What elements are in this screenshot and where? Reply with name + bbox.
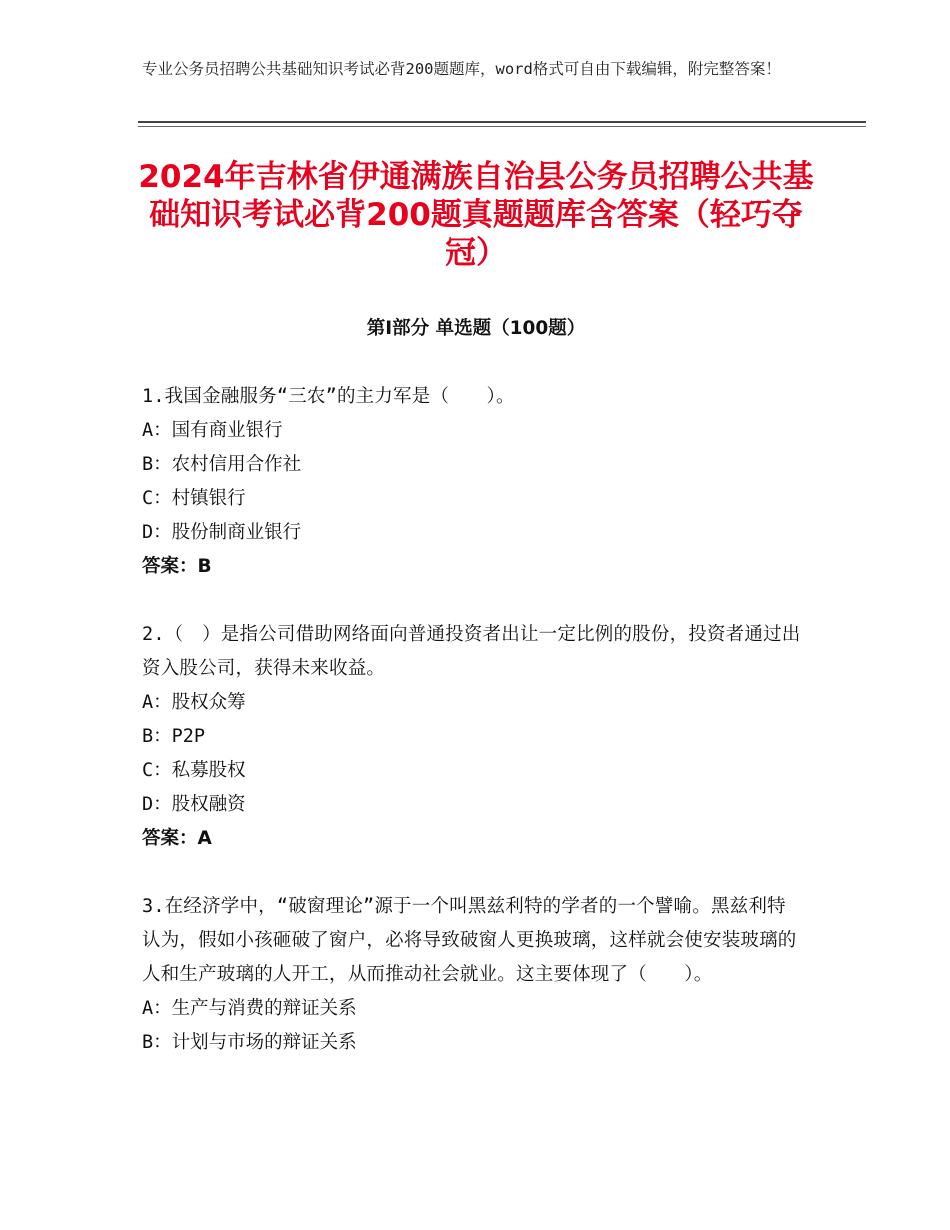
option-b: B：P2P — [142, 726, 206, 747]
answer-label: 答案： — [142, 828, 198, 849]
option-c: C：私募股权 — [142, 760, 246, 781]
question-2 — [142, 618, 802, 856]
option-d: D：股权融资 — [142, 794, 246, 815]
answer-line — [142, 550, 802, 584]
question-3 — [142, 890, 802, 1060]
header-rule-thick — [138, 121, 866, 123]
option-c: C：村镇银行 — [142, 488, 246, 509]
question-stem: 2.（ ）是指公司借助网络面向普通投资者出让一定比例的股份，投资者通过出资入股公司，获得未来收益。 — [142, 624, 801, 679]
header-rule-thin — [138, 126, 866, 127]
option-b: B：农村信用合作社 — [142, 454, 302, 475]
option-a: A：国有商业银行 — [142, 420, 283, 441]
option-a: A：生产与消费的辩证关系 — [142, 998, 357, 1019]
question-gap — [142, 856, 802, 890]
header-note: 专业公务员招聘公共基础知识考试必背200题题库，word格式可自由下载编辑，附完整答案！ — [142, 60, 781, 78]
document-title: 2024年吉林省伊通满族自治县公务员招聘公共基础知识考试必背200题真题题库含答案（轻巧夺冠） — [138, 159, 814, 271]
option-a: A：股权众筹 — [142, 692, 246, 713]
question-1 — [142, 380, 802, 584]
question-gap — [142, 584, 802, 618]
option-b: B：计划与市场的辩证关系 — [142, 1032, 357, 1053]
answer-line — [142, 822, 802, 856]
question-stem: 1.我国金融服务“三农”的主力军是（ ）。 — [142, 386, 515, 407]
section-title: 第I部分 单选题（100题） — [366, 318, 586, 339]
option-d: D：股份制商业银行 — [142, 522, 302, 543]
question-stem: 3.在经济学中，“破窗理论”源于一个叫黑兹利特的学者的一个譬喻。黑兹利特认为，假如小孩砸破了窗户，必将导致破窗人更换玻璃，这样就会使安装玻璃的人和生产玻璃的人开工，从而推动社会就业。这主要体现了（ ）。 — [142, 896, 797, 985]
answer-value: B — [197, 556, 212, 577]
answer-value: A — [197, 828, 212, 849]
answer-label: 答案： — [142, 556, 198, 577]
question-list — [142, 380, 802, 1060]
